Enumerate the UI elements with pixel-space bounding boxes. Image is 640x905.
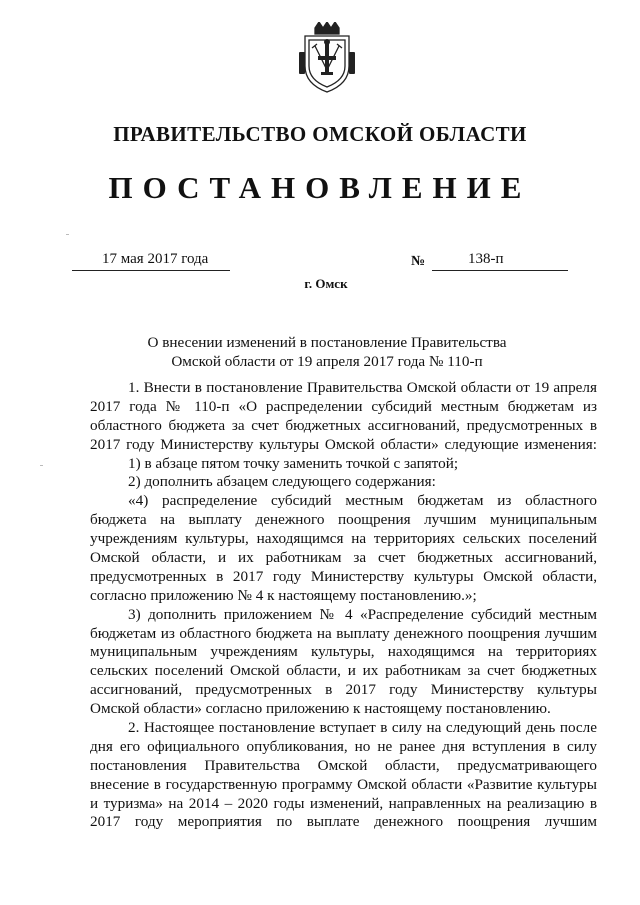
body-line: 1) в абзаце пятом точку заменить точкой с запятой; (128, 454, 459, 472)
document-date-field (72, 253, 230, 271)
body-line: муниципальным учреждениям культуры, находящимся на территориях (90, 643, 597, 661)
body-line: Омской области» согласно приложению к настоящему постановлению. (90, 700, 551, 718)
body-line: 1. Внести в постановление Правительства Омской области от 19 апреля (128, 379, 597, 396)
body-line: 2017 году Министерству культуры Омской области» следующие изменения: (90, 435, 597, 453)
body-line: сельских поселений Омской области, и их работникам за счет бюджетных (90, 662, 597, 680)
body-line: дня его официального опубликования, но не ранее дня вступления в силу (90, 737, 597, 755)
body-line: согласно приложению № 4 к настоящему постановлению.»; (90, 586, 477, 604)
scan-speck (40, 465, 43, 466)
document-body (90, 379, 597, 832)
body-line: бюджета на выплату денежного поощрения лучшим муниципальным (90, 511, 597, 529)
body-line: Омской области, и их работникам за счет бюджетных ассигнований, (90, 549, 597, 567)
issuing-city: г. Омск (304, 276, 348, 291)
document-number-field (432, 253, 568, 271)
body-line: 2) дополнить абзацем следующего содержания: (128, 473, 436, 491)
number-sign: № (411, 254, 426, 269)
body-line: 2. Настоящее постановление вступает в силу на следующий день после (128, 719, 597, 737)
document-date: 17 мая 2017 года (102, 251, 209, 267)
body-line: постановления Правительства Омской области, предусматривающего (90, 756, 597, 774)
body-line: ассигнований, предусмотренных в 2017 году Министерству культуры (90, 681, 597, 699)
body-line: и туризма» на 2014 – 2020 годы изменений, направленных на реализацию в (90, 794, 597, 812)
coat-of-arms-emblem (295, 22, 359, 94)
document-number: 138-п (468, 251, 504, 267)
scan-speck (66, 234, 69, 235)
body-line: предусмотренных в 2017 году Министерству культуры Омской области, (90, 567, 597, 585)
subject-line: Омской области от 19 апреля 2017 года № 110-п (171, 353, 483, 370)
body-line: «4) распределение субсидий местным бюджетам из областного (128, 492, 597, 510)
subject-line: О внесении изменений в постановление Правительства (147, 334, 507, 351)
body-line: областного бюджета за счет бюджетных ассигнований, предусмотренных в (90, 416, 597, 434)
body-line: учреждениям культуры, находящимся на территориях сельских поселений (90, 530, 597, 548)
document-type-title: ПОСТАНОВЛЕНИЕ (108, 170, 532, 205)
body-line: внесение в государственную программу Омской области «Развитие культуры (90, 775, 597, 793)
body-line: бюджетам из областного бюджета на выплату денежного поощрения лучшим (90, 624, 597, 642)
body-line: 2017 году мероприятия по выплате денежного поощрения лучшим (90, 813, 597, 831)
body-line: 3) дополнить приложением № 4 «Распределение субсидий местным (128, 605, 597, 623)
document-subject (0, 333, 640, 371)
organization-title: ПРАВИТЕЛЬСТВО ОМСКОЙ ОБЛАСТИ (113, 122, 527, 146)
body-line: 2017 года № 110-п «О распределении субсидий местным бюджетам из (90, 397, 597, 415)
